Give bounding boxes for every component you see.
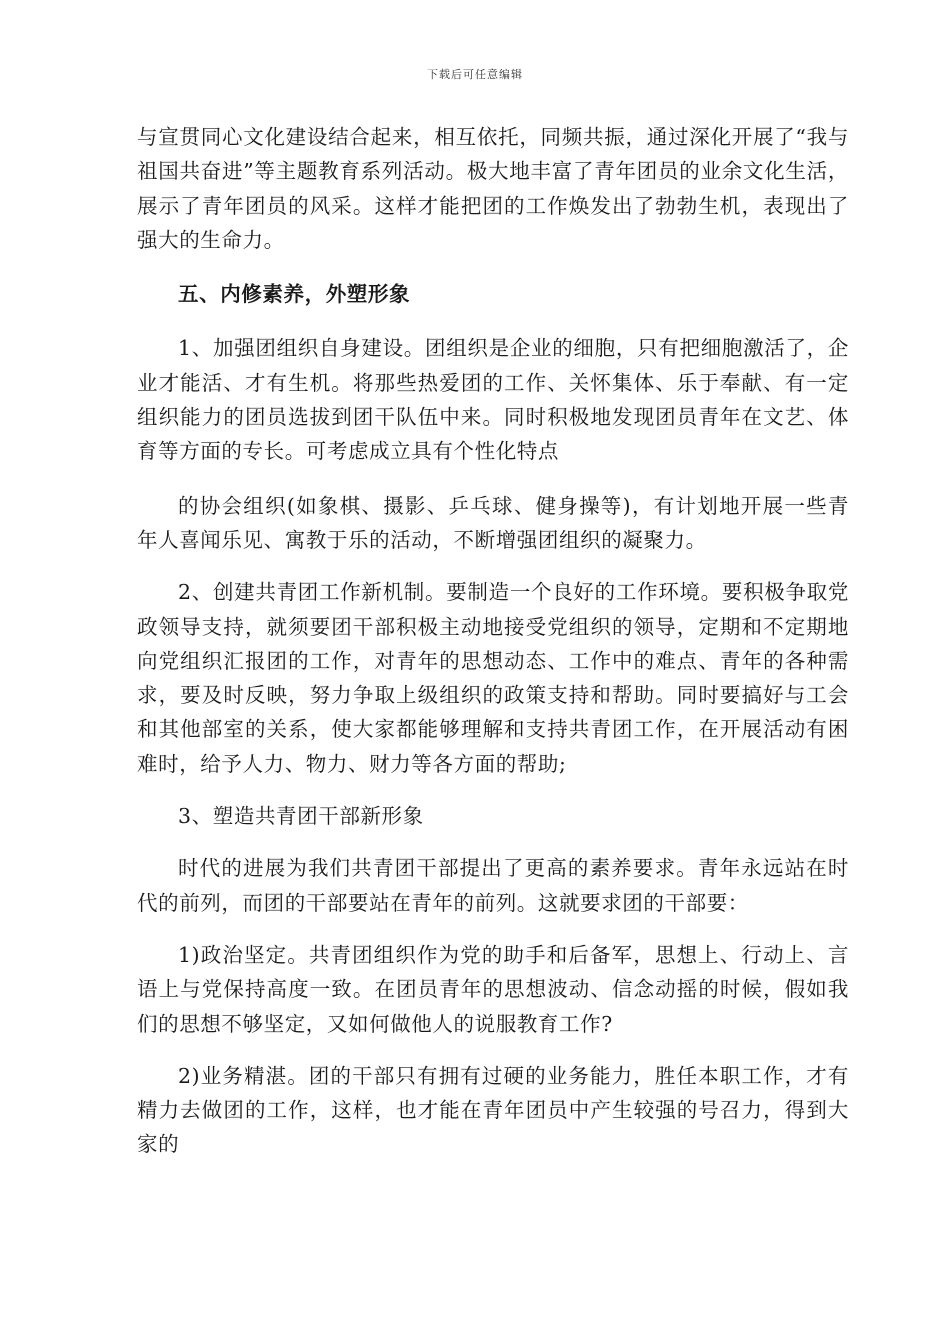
- document-body: [137, 120, 849, 1162]
- paragraph-item-1-continued: 的协会组织(如象棋、摄影、乒乓球、健身操等)，有计划地开展一些青年人喜闻乐见、寓教于乐的活动，不断增强团组织的凝聚力。: [137, 493, 849, 552]
- paragraph-continuation: 与宣贯同心文化建设结合起来，相互依托，同频共振，通过深化开展了“我与祖国共奋进”等主题教育系列活动。极大地丰富了青年团员的业余文化生活，展示了青年团员的风采。这样才能把团的工作焕发出了勃勃生机，表现出了强大的生命力。: [137, 125, 849, 252]
- paragraph-professional-excellence: 2)业务精湛。团的干部只有拥有过硬的业务能力，胜任本职工作，才有精力去做团的工作，这样，也才能在青年团员中产生较强的号召力，得到大家的: [137, 1063, 849, 1157]
- paragraph-political-firmness: 1)政治坚定。共青团组织作为党的助手和后备军，思想上、行动上、言语上与党保持高度一致。在团员青年的思想波动、信念动摇的时候，假如我们的思想不够坚定，又如何做他人的说服教育工作?: [137, 942, 849, 1036]
- paragraph-item-1: 1、加强团组织自身建设。团组织是企业的细胞，只有把细胞激活了，企业才能活、才有生机。将那些热爱团的工作、关怀集体、乐于奉献、有一定组织能力的团员选拔到团干队伍中来。同时积极地发现团员青年在文艺、体育等方面的专长。可考虑成立具有个性化特点: [137, 336, 849, 464]
- paragraph-item-2: 2、创建共青团工作新机制。要制造一个良好的工作环境。要积极争取党政领导支持，就须要团干部积极主动地接受党组织的领导，定期和不定期地向党组织汇报团的工作，对青年的思想动态、工作中的难点、青年的各种需求，要及时反映，努力争取上级组织的政策支持和帮助。同时要搞好与工会和其他部室的关系，使大家都能够理解和支持共青团工作，在开展活动有困难时，给予人力、物力、财力等各方面的帮助;: [137, 580, 849, 776]
- subheading-item-3: 3、塑造共青团干部新形象: [178, 804, 424, 829]
- section-heading-five: 五、内修素养，外塑形象: [178, 282, 411, 307]
- paragraph-requirements-intro: 时代的进展为我们共青团干部提出了更高的素养要求。青年永远站在时代的前列，而团的干部要站在青年的前列。这就要求团的干部要：: [137, 856, 849, 915]
- page-header-note: 下载后可任意编辑: [427, 68, 523, 81]
